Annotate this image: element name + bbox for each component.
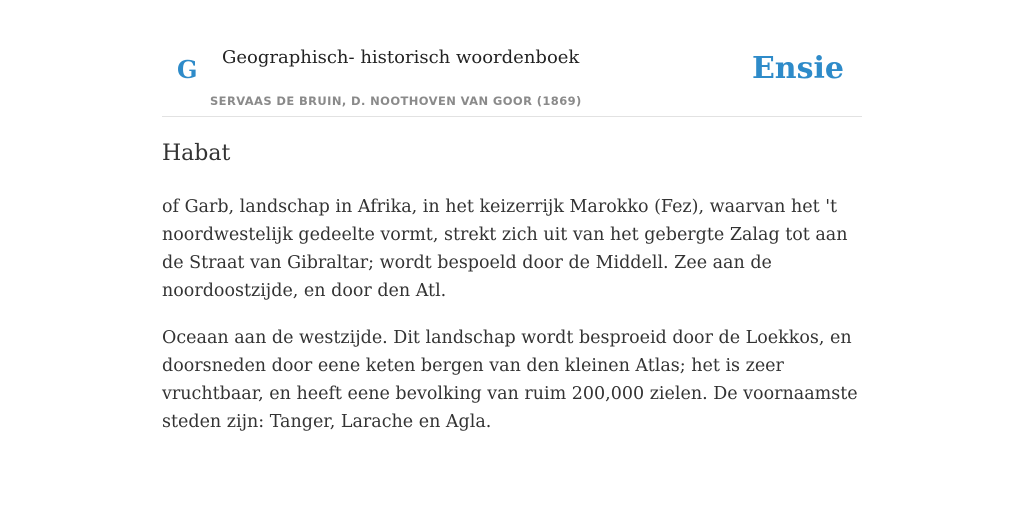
book-author: SERVAAS DE BRUIN, D. NOOTHOVEN VAN GOOR (1869) [210, 94, 582, 108]
entry-content [162, 138, 862, 436]
entry-paragraph: of Garb, landschap in Afrika, in het keizerrijk Marokko (Fez), waarvan het 't noordwestelijk gedeelte vormt, strekt zich uit van het gebergte Zalag tot aan de Straat van Gibraltar; wordt bespoeld door de Middell. Zee aan de noordoostzijde, en door den Atl. [162, 197, 848, 301]
entry-title: Habat [162, 141, 231, 166]
book-header [162, 0, 862, 117]
book-logo-letter[interactable]: G [177, 55, 198, 84]
ensie-logo[interactable]: Ensie [751, 51, 844, 86]
entry-paragraph: Oceaan aan de westzijde. Dit landschap wordt besproeid door de Loekkos, en doorsneden door eene keten bergen van den kleinen Atlas; het is zeer vruchtbaar, en heeft eene bevolking van ruim 200,000 zielen. De voornaamste steden zijn: Tanger, Larache en Agla. [162, 328, 858, 432]
book-title[interactable]: Geographisch- historisch woordenboek [222, 47, 580, 68]
